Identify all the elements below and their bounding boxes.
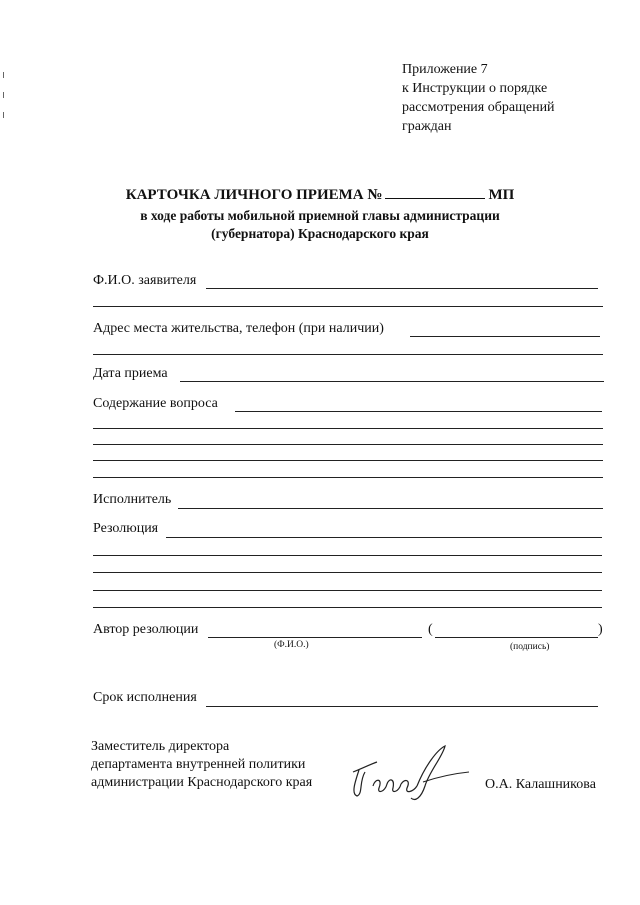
appendix-line: рассмотрения обращений xyxy=(402,100,555,115)
appendix-line: Приложение 7 xyxy=(402,62,488,77)
author-paren-close: ) xyxy=(598,622,603,637)
author-paren-open: ( xyxy=(428,622,433,637)
question-line-2 xyxy=(93,428,603,429)
signatory-title xyxy=(91,738,312,792)
deadline-label: Срок исполнения xyxy=(93,690,197,705)
address-line-2 xyxy=(93,354,603,355)
resolution-line-5 xyxy=(93,607,602,608)
margin-mark xyxy=(3,72,4,78)
signatory-title-line: Заместитель директора xyxy=(91,739,230,754)
appendix-line: к Инструкции о порядке xyxy=(402,81,548,96)
signatory-name: О.А. Калашникова xyxy=(485,777,596,792)
date-line xyxy=(180,381,604,382)
resolution-label: Резолюция xyxy=(93,521,159,536)
appendix-note xyxy=(402,60,555,136)
executor-line xyxy=(178,508,603,509)
signatory-title-line: администрации Краснодарского края xyxy=(91,775,313,790)
date-label: Дата приема xyxy=(93,366,168,381)
card-subtitle: в ходе работы мобильной приемной главы администрации xyxy=(140,208,500,223)
resolution-line-2 xyxy=(93,555,602,556)
address-label: Адрес места жительства, телефон (при наличии) xyxy=(93,321,384,336)
card-title xyxy=(0,186,640,204)
author-sign-hint: (подпись) xyxy=(510,642,550,652)
question-line-4 xyxy=(93,460,603,461)
card-title-suffix: МП xyxy=(488,187,515,203)
appendix-line: граждан xyxy=(402,119,452,134)
resolution-line-3 xyxy=(93,572,602,573)
card-number-blank xyxy=(385,186,485,199)
question-line-5 xyxy=(93,477,603,478)
margin-mark xyxy=(3,112,4,118)
author-label: Автор резолюции xyxy=(93,622,199,637)
deadline-line xyxy=(206,706,598,707)
fio-label: Ф.И.О. заявителя xyxy=(93,273,197,288)
handwritten-signature xyxy=(345,742,475,804)
question-line-3 xyxy=(93,444,603,445)
signatory-title-line: департамента внутренней политики xyxy=(91,757,306,772)
author-sign-line xyxy=(435,637,598,638)
author-fio-line xyxy=(208,637,422,638)
card-subtitle: (губернатора) Краснодарского края xyxy=(211,226,429,241)
executor-label: Исполнитель xyxy=(93,492,172,507)
author-fio-hint: (Ф.И.О.) xyxy=(274,640,309,650)
address-line xyxy=(410,336,600,337)
question-label: Содержание вопроса xyxy=(93,396,218,411)
fio-line xyxy=(206,288,598,289)
margin-mark xyxy=(3,92,4,98)
fio-line-2 xyxy=(93,306,603,307)
question-line xyxy=(235,411,602,412)
card-title-prefix: КАРТОЧКА ЛИЧНОГО ПРИЕМА № xyxy=(125,187,383,203)
resolution-line-4 xyxy=(93,590,602,591)
resolution-line xyxy=(166,537,602,538)
